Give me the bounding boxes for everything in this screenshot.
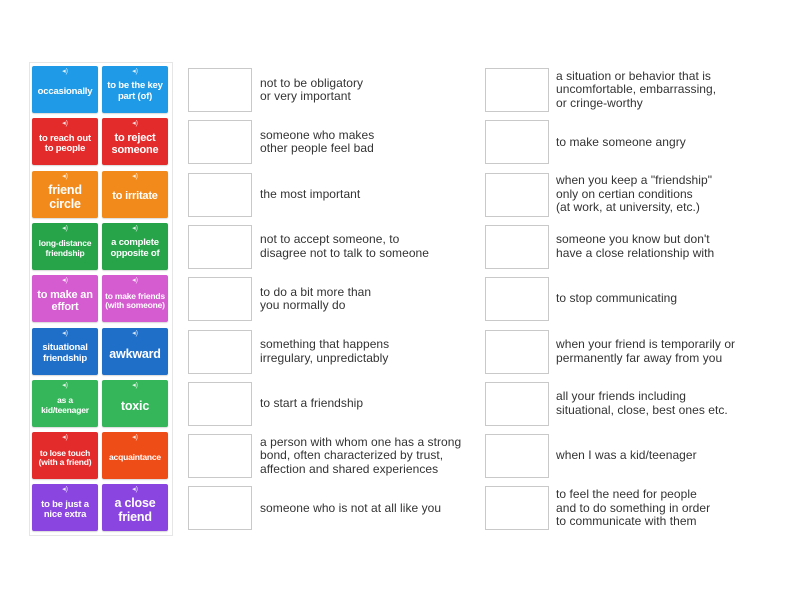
word-tile[interactable]	[32, 484, 98, 531]
answer-drop-slot[interactable]	[485, 68, 549, 112]
answer-drop-slot[interactable]	[188, 486, 252, 530]
definition-text: all your friends including situational, close, best ones etc.	[556, 389, 728, 417]
tile-label: to reach out to people	[39, 132, 91, 155]
definition-text: something that happens irregulary, unpredictably	[260, 337, 390, 365]
answer-drop-slot[interactable]	[188, 382, 252, 426]
answer-drop-slot[interactable]	[188, 277, 252, 321]
speaker-icon[interactable]: ◂)	[132, 434, 138, 442]
word-tile[interactable]	[102, 171, 168, 218]
speaker-icon[interactable]: ◂)	[62, 381, 68, 389]
word-tile[interactable]	[32, 380, 98, 427]
word-tile[interactable]	[32, 171, 98, 218]
definition-text: a person with whom one has a strong bond, often characterized by trust, affection and shared experiences	[260, 434, 462, 476]
word-tile[interactable]	[102, 484, 168, 531]
word-tile[interactable]	[32, 275, 98, 322]
tile-label: occasionally	[37, 85, 93, 97]
tile-label: long-distance friendship	[38, 238, 92, 258]
definition-text: to start a friendship	[260, 396, 364, 411]
speaker-icon[interactable]: ◂)	[62, 172, 68, 180]
speaker-icon[interactable]: ◂)	[132, 381, 138, 389]
answer-drop-slot[interactable]	[188, 330, 252, 374]
tile-label: to make an effort	[37, 288, 93, 314]
answer-drop-slot[interactable]	[188, 225, 252, 269]
definition-text: to make someone angry	[556, 134, 686, 149]
speaker-icon[interactable]: ◂)	[62, 120, 68, 128]
definition-text: when your friend is temporarily or permanently far away from you	[556, 337, 736, 365]
speaker-icon[interactable]: ◂)	[132, 329, 138, 337]
definition-text: to stop communicating	[556, 291, 678, 306]
tile-label: situational friendship	[42, 341, 88, 364]
definition-text: not to be obligatory or very important	[260, 75, 364, 103]
word-tile[interactable]	[32, 223, 98, 270]
speaker-icon[interactable]: ◂)	[132, 68, 138, 75]
tile-label: awkward	[109, 346, 161, 361]
word-tile[interactable]	[102, 380, 168, 427]
speaker-icon[interactable]: ◂)	[62, 224, 68, 232]
speaker-icon[interactable]: ◂)	[132, 172, 138, 180]
word-tile[interactable]	[102, 275, 168, 322]
definition-text: someone who makes other people feel bad	[260, 127, 375, 156]
word-tile[interactable]	[32, 66, 98, 113]
tile-label: to be the key part (of)	[107, 80, 163, 102]
speaker-icon[interactable]: ◂)	[132, 277, 138, 285]
answer-drop-slot[interactable]	[485, 225, 549, 269]
tile-label: friend circle	[48, 182, 82, 211]
speaker-icon[interactable]: ◂)	[62, 434, 68, 442]
speaker-icon[interactable]: ◂)	[132, 120, 138, 128]
word-tile[interactable]	[102, 223, 168, 270]
tile-label: to irritate	[112, 190, 158, 203]
speaker-icon[interactable]: ◂)	[62, 329, 68, 337]
definition-text: someone who is not at all like you	[260, 500, 442, 515]
tile-label: to reject someone	[111, 131, 159, 157]
speaker-icon[interactable]: ◂)	[62, 68, 68, 75]
tile-label: toxic	[120, 398, 150, 413]
answer-drop-slot[interactable]	[188, 173, 252, 217]
word-tile[interactable]	[102, 66, 168, 113]
tile-label: acquaintance	[109, 452, 161, 463]
answer-drop-slot[interactable]	[485, 120, 549, 164]
definition-text: not to accept someone, to disagree not to talk to someone	[260, 232, 429, 260]
definition-text: the most important	[260, 186, 361, 201]
speaker-icon[interactable]: ◂)	[62, 277, 68, 285]
tile-label: as a kid/teenager	[41, 395, 89, 415]
answer-drop-slot[interactable]	[485, 277, 549, 321]
tile-label: a close friend	[114, 496, 156, 525]
answer-drop-slot[interactable]	[485, 330, 549, 374]
answer-drop-slot[interactable]	[485, 382, 549, 426]
word-tile[interactable]	[32, 432, 98, 479]
definition-text: when you keep a "friendship" only on certian conditions (at work, at university, etc.)	[556, 173, 713, 215]
answer-drop-slot[interactable]	[485, 434, 549, 478]
speaker-icon[interactable]: ◂)	[132, 486, 138, 494]
definition-text: someone you know but don't have a close relationship with	[556, 232, 715, 260]
speaker-icon[interactable]: ◂)	[62, 486, 68, 494]
word-tile[interactable]	[102, 432, 168, 479]
tile-label: to make friends (with someone)	[105, 290, 165, 311]
word-tile[interactable]	[102, 328, 168, 375]
speaker-icon[interactable]: ◂)	[132, 224, 138, 232]
word-tile[interactable]	[32, 328, 98, 375]
answer-drop-slot[interactable]	[485, 486, 549, 530]
word-tile[interactable]	[32, 118, 98, 165]
answer-drop-slot[interactable]	[188, 120, 252, 164]
definition-text: to feel the need for people and to do something in order to communicate with them	[556, 487, 711, 529]
definition-text: a situation or behavior that is uncomfortable, embarrassing, or cringe-worthy	[556, 68, 717, 110]
answer-drop-slot[interactable]	[485, 173, 549, 217]
answer-drop-slot[interactable]	[188, 68, 252, 112]
word-tile[interactable]	[102, 118, 168, 165]
definition-text: when I was a kid/teenager	[556, 448, 697, 463]
tile-label: to lose touch (with a friend)	[38, 447, 92, 468]
tile-label: to be just a nice extra	[41, 498, 89, 521]
definition-text: to do a bit more than you normally do	[260, 284, 372, 313]
tile-label: a complete opposite of	[110, 237, 160, 259]
answer-drop-slot[interactable]	[188, 434, 252, 478]
